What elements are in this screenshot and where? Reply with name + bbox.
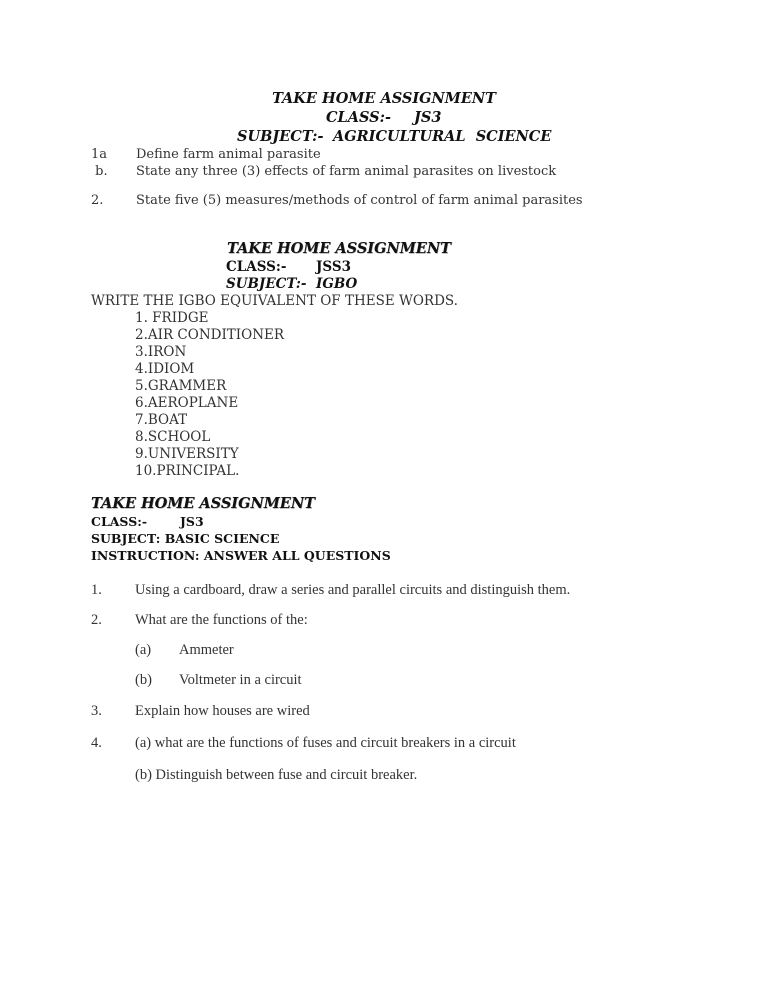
igbo-word: 9.UNIVERSITY [135, 446, 239, 462]
bs-class-value: JS3 [180, 514, 204, 529]
bs-q-text: (b) Distinguish between fuse and circuit breaker. [135, 767, 418, 783]
igbo-word: 10.PRINCIPAL. [135, 463, 240, 479]
bs-subq-num: (a) [135, 642, 152, 658]
agric-q-num: 1a [91, 147, 108, 162]
bs-q-num: 1. [91, 582, 102, 598]
agric-subject-value: AGRICULTURAL SCIENCE [333, 128, 552, 145]
igbo-subject-label: SUBJECT:- [226, 276, 307, 292]
bs-q-text: What are the functions of the: [135, 612, 308, 628]
agric-q-text: Define farm animal parasite [136, 147, 321, 162]
bs-q-num: 4. [91, 735, 102, 751]
agric-q-text: State five (5) measures/methods of control of farm animal parasites [136, 193, 583, 208]
bs-class-label: CLASS:- [91, 514, 148, 529]
igbo-word: 7.BOAT [135, 412, 188, 428]
agric-q-num: 2. [91, 193, 104, 208]
igbo-class-label: CLASS:- [226, 259, 287, 275]
agric-title: TAKE HOME ASSIGNMENT [272, 90, 496, 107]
bs-title: TAKE HOME ASSIGNMENT [91, 495, 315, 512]
bs-q-text: Using a cardboard, draw a series and parallel circuits and distinguish them. [135, 582, 571, 598]
agric-class-value: JS3 [414, 109, 442, 126]
bs-subq-num: (b) [135, 672, 152, 688]
bs-q-text: Explain how houses are wired [135, 703, 310, 719]
igbo-word: 6.AEROPLANE [135, 395, 239, 411]
igbo-word: 1. FRIDGE [135, 310, 209, 326]
igbo-word: 3.IRON [135, 344, 187, 360]
bs-subject: SUBJECT: BASIC SCIENCE [91, 531, 280, 546]
igbo-class-value: JSS3 [316, 259, 351, 275]
igbo-title: TAKE HOME ASSIGNMENT [227, 240, 451, 257]
igbo-word: 4.IDIOM [135, 361, 195, 377]
agric-subject-label: SUBJECT:- [237, 128, 324, 145]
agric-q-text: State any three (3) effects of farm animal parasites on livestock [136, 164, 557, 179]
igbo-instruction: WRITE THE IGBO EQUIVALENT OF THESE WORDS. [91, 293, 458, 309]
bs-q-num: 3. [91, 703, 102, 719]
agric-class-label: CLASS:- [326, 109, 391, 126]
bs-q-num: 2. [91, 612, 102, 628]
igbo-word: 8.SCHOOL [135, 429, 211, 445]
igbo-word: 2.AIR CONDITIONER [135, 327, 285, 343]
bs-q-text: (a) what are the functions of fuses and circuit breakers in a circuit [135, 735, 516, 751]
igbo-word: 5.GRAMMER [135, 378, 227, 394]
agric-q-num: b. [91, 164, 108, 179]
bs-subq-text: Voltmeter in a circuit [179, 672, 302, 688]
igbo-subject-value: IGBO [316, 276, 358, 292]
bs-subq-text: Ammeter [179, 642, 234, 658]
bs-instruction: INSTRUCTION: ANSWER ALL QUESTIONS [91, 548, 391, 563]
